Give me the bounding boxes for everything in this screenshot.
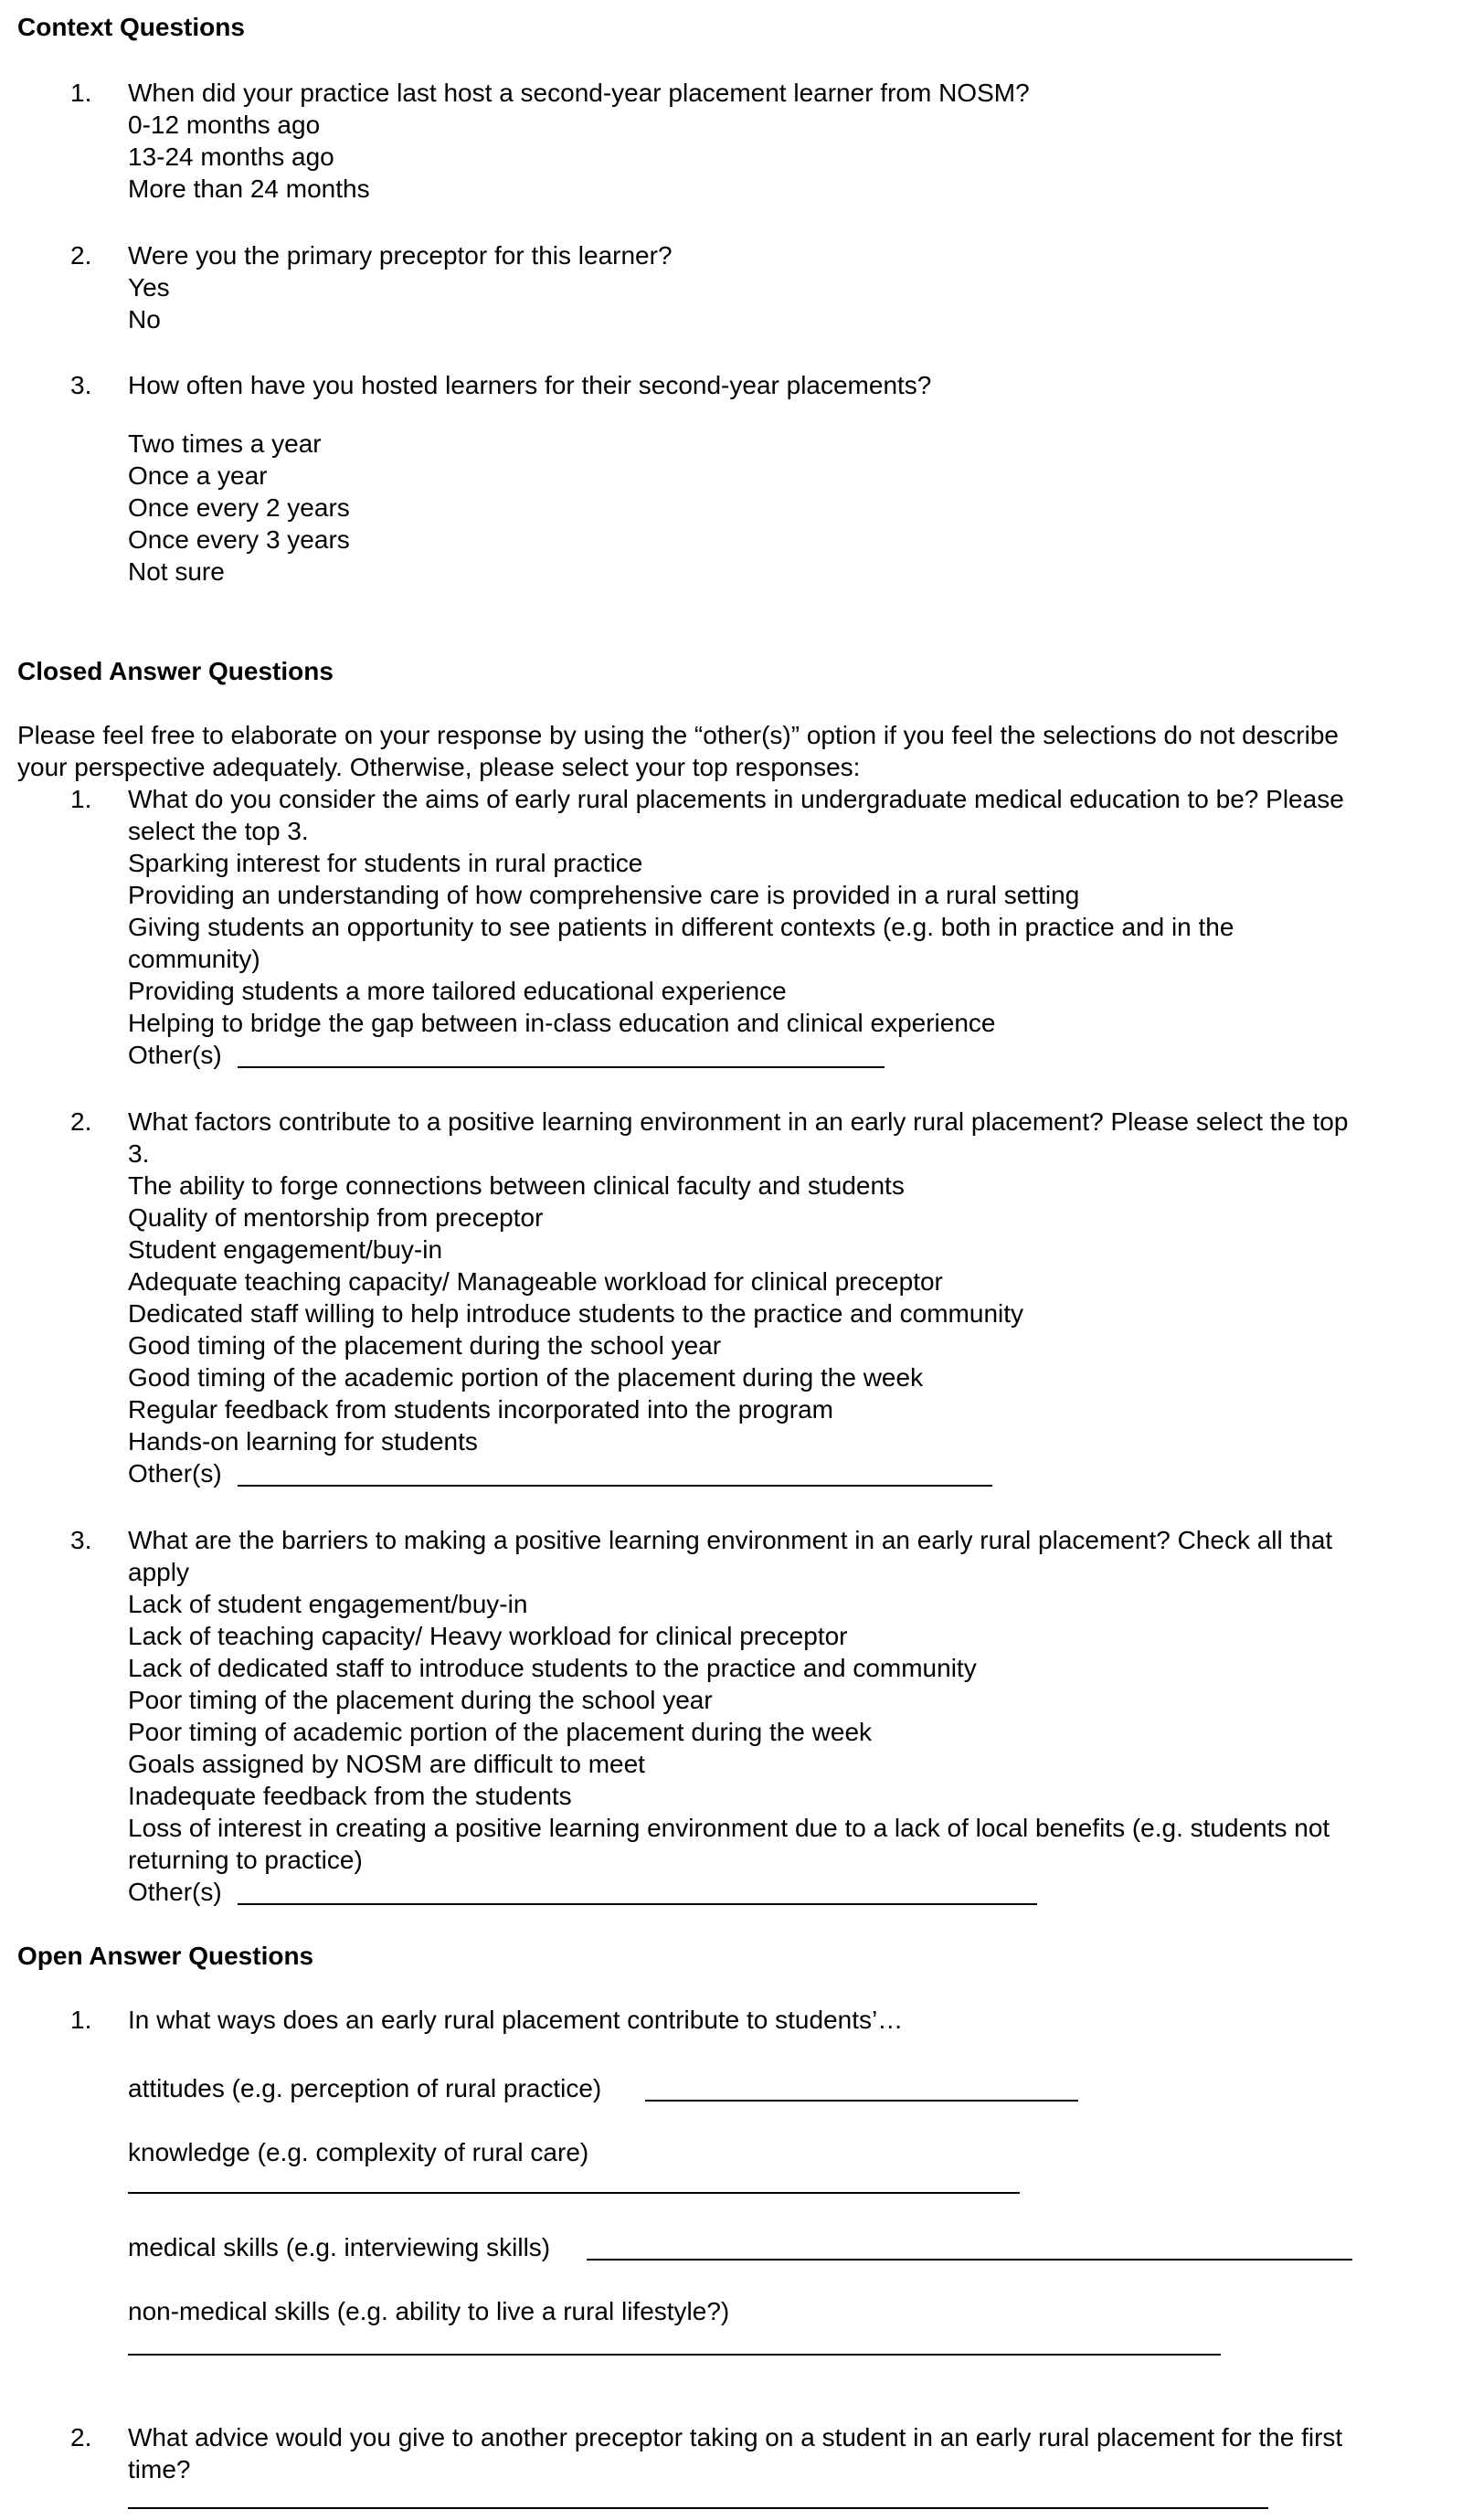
medical-skills-label: medical skills (e.g. interviewing skills) xyxy=(128,2233,551,2261)
closed-q2-option[interactable]: The ability to forge connections between clinical faculty and students xyxy=(128,1171,905,1200)
closed-q3-other-label: Other(s) xyxy=(128,1878,222,1906)
closed-q3-text: What are the barriers to making a positive learning environment in an early rural placement? Check all that xyxy=(128,1526,1333,1554)
closed-q1-other-label: Other(s) xyxy=(128,1041,222,1069)
closed-q2-option[interactable]: Regular feedback from students incorporated into the program xyxy=(128,1395,833,1424)
closed-q2-text: What factors contribute to a positive learning environment in an early rural placement? Please select the top xyxy=(128,1107,1349,1136)
closed-q2-option[interactable]: Dedicated staff willing to help introduce students to the practice and community xyxy=(128,1299,1024,1328)
closed-q3-option[interactable]: Loss of interest in creating a positive learning environment due to a lack of local benefits (e.g. students not xyxy=(128,1814,1330,1842)
context-q2-option[interactable]: No xyxy=(128,305,161,334)
open-q1-number: 1. xyxy=(70,2006,92,2034)
closed-q3-option: returning to practice) xyxy=(128,1846,363,1874)
closed-q2-option[interactable]: Good timing of the academic portion of the placement during the week xyxy=(128,1363,924,1392)
context-q2-text: Were you the primary preceptor for this learner? xyxy=(128,241,673,270)
closed-q1-option[interactable]: Providing students a more tailored educational experience xyxy=(128,977,787,1005)
closed-q1-text: select the top 3. xyxy=(128,817,309,845)
closed-q1-text: What do you consider the aims of early rural placements in undergraduate medical education to be? Please xyxy=(128,785,1344,813)
closed-q3-number: 3. xyxy=(70,1526,92,1554)
closed-q1-other-input[interactable] xyxy=(238,1066,885,1068)
closed-q2-option[interactable]: Good timing of the placement during the school year xyxy=(128,1331,722,1360)
context-q3-number: 3. xyxy=(70,371,92,399)
closed-q1-option[interactable]: Sparking interest for students in rural practice xyxy=(128,849,643,877)
context-q2-option[interactable]: Yes xyxy=(128,273,170,302)
closed-q1-option: community) xyxy=(128,945,260,973)
context-q3-option[interactable]: Once every 2 years xyxy=(128,493,350,522)
closed-q1-number: 1. xyxy=(70,785,92,813)
context-q1-option[interactable]: 0-12 months ago xyxy=(128,111,321,139)
open-heading: Open Answer Questions xyxy=(17,1942,314,1970)
closed-q2-option[interactable]: Hands-on learning for students xyxy=(128,1427,478,1456)
non-medical-skills-label: non-medical skills (e.g. ability to live a rural lifestyle?) xyxy=(128,2297,730,2325)
closed-intro: your perspective adequately. Otherwise, please select your top responses: xyxy=(17,753,861,781)
open-q2-text: What advice would you give to another preceptor taking on a student in an early rural placement for the first xyxy=(128,2423,1343,2451)
closed-q2-option[interactable]: Student engagement/buy-in xyxy=(128,1235,443,1264)
context-q1-option[interactable]: 13-24 months ago xyxy=(128,143,334,171)
closed-q3-option[interactable]: Goals assigned by NOSM are difficult to meet xyxy=(128,1750,645,1778)
knowledge-label: knowledge (e.g. complexity of rural care) xyxy=(128,2138,589,2166)
closed-intro: Please feel free to elaborate on your response by using the “other(s)” option if you feel the selections do not describe xyxy=(17,721,1339,749)
closed-q2-option[interactable]: Adequate teaching capacity/ Manageable workload for clinical preceptor xyxy=(128,1267,943,1296)
closed-q3-option[interactable]: Lack of student engagement/buy-in xyxy=(128,1590,528,1618)
knowledge-input[interactable] xyxy=(128,2192,1020,2194)
advice-input[interactable] xyxy=(128,2507,1268,2509)
closed-q3-text: apply xyxy=(128,1558,189,1586)
open-q2-number: 2. xyxy=(70,2423,92,2451)
closed-q3-option[interactable]: Lack of teaching capacity/ Heavy workload for clinical preceptor xyxy=(128,1622,848,1650)
closed-q1-option[interactable]: Giving students an opportunity to see patients in different contexts (e.g. both in practice and in the xyxy=(128,913,1234,941)
closed-q3-option[interactable]: Lack of dedicated staff to introduce students to the practice and community xyxy=(128,1654,977,1682)
context-q3-option[interactable]: Once a year xyxy=(128,461,268,490)
closed-q2-number: 2. xyxy=(70,1107,92,1136)
closed-q3-option[interactable]: Inadequate feedback from the students xyxy=(128,1782,572,1810)
closed-q3-option[interactable]: Poor timing of the placement during the school year xyxy=(128,1686,713,1714)
medical-skills-input[interactable] xyxy=(587,2259,1352,2261)
closed-q1-option[interactable]: Providing an understanding of how comprehensive care is provided in a rural setting xyxy=(128,881,1080,909)
context-q3-option[interactable]: Two times a year xyxy=(128,429,322,458)
context-q1-number: 1. xyxy=(70,79,92,107)
closed-heading: Closed Answer Questions xyxy=(17,657,334,685)
context-heading: Context Questions xyxy=(17,13,245,41)
non-medical-skills-input[interactable] xyxy=(128,2354,1221,2356)
attitudes-label: attitudes (e.g. perception of rural practice) xyxy=(128,2074,602,2102)
closed-q3-other-input[interactable] xyxy=(238,1903,1037,1905)
context-q3-option[interactable]: Once every 3 years xyxy=(128,525,350,554)
closed-q2-other-input[interactable] xyxy=(238,1485,992,1487)
closed-q2-other-label: Other(s) xyxy=(128,1459,222,1488)
context-q2-number: 2. xyxy=(70,241,92,270)
open-q1-text: In what ways does an early rural placement contribute to students’… xyxy=(128,2006,904,2034)
closed-q2-text: 3. xyxy=(128,1139,150,1168)
attitudes-input[interactable] xyxy=(645,2100,1078,2102)
context-q3-option[interactable]: Not sure xyxy=(128,557,225,586)
closed-q3-option[interactable]: Poor timing of academic portion of the placement during the week xyxy=(128,1718,873,1746)
context-q1-text: When did your practice last host a second-year placement learner from NOSM? xyxy=(128,79,1030,107)
closed-q2-option[interactable]: Quality of mentorship from preceptor xyxy=(128,1203,544,1232)
context-q1-option[interactable]: More than 24 months xyxy=(128,175,370,203)
closed-q1-option[interactable]: Helping to bridge the gap between in-class education and clinical experience xyxy=(128,1009,996,1037)
context-q3-text: How often have you hosted learners for their second-year placements? xyxy=(128,371,932,399)
open-q2-text: time? xyxy=(128,2455,191,2483)
